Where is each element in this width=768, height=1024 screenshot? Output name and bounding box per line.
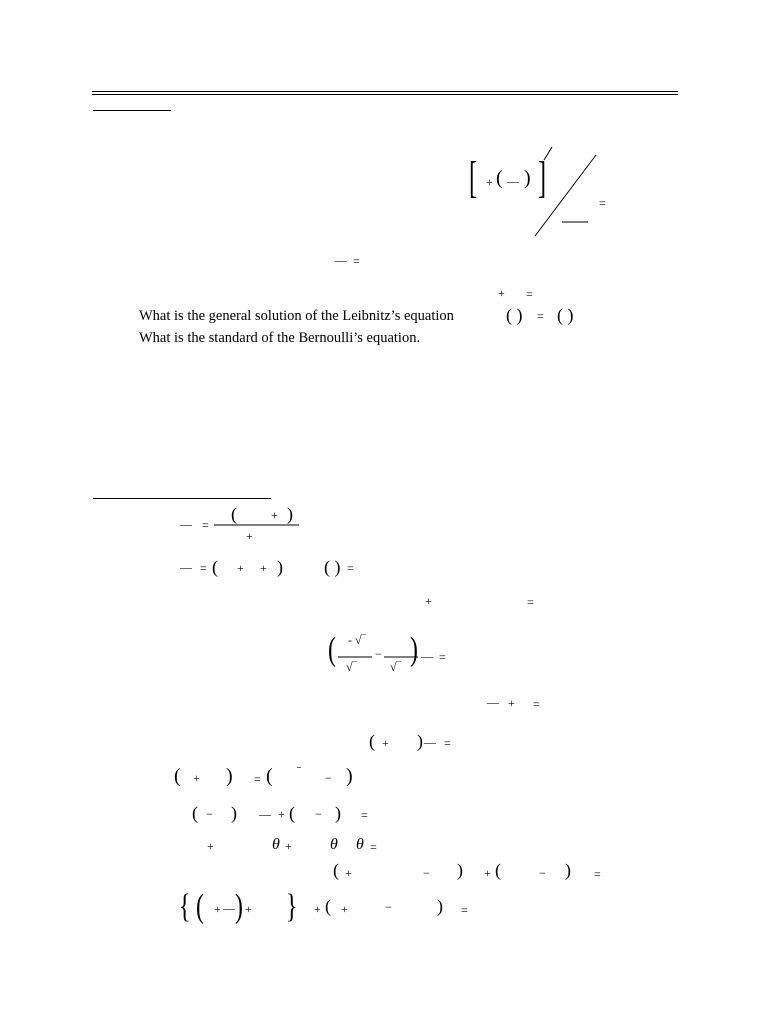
fraction-dash: — xyxy=(259,807,271,821)
fraction-dash: — xyxy=(180,560,192,574)
right-large-paren: ) xyxy=(235,888,243,925)
equals-sign: = xyxy=(461,903,468,917)
equals-sign: = xyxy=(370,840,377,854)
theta-symbol: θ xyxy=(272,836,280,853)
minus-sign: − xyxy=(539,866,546,880)
plus-sign: + xyxy=(498,286,505,300)
minus-sign: − xyxy=(325,771,332,785)
equals-sign: = xyxy=(202,518,209,532)
left-paren: ( xyxy=(174,765,181,787)
paren-pair: ( ) xyxy=(324,557,341,577)
equals-sign: = xyxy=(526,287,533,301)
left-paren: ( xyxy=(289,803,295,823)
plus-sign: + xyxy=(345,866,352,880)
equals-sign: = xyxy=(353,254,360,268)
plus-sign: + xyxy=(260,561,267,575)
left-paren: ( xyxy=(496,167,503,189)
right-bracket: ] xyxy=(538,153,547,202)
minus-sign: − xyxy=(385,900,392,914)
equals-sign: = xyxy=(533,697,540,711)
right-paren: ) xyxy=(287,504,293,524)
equals-sign: = xyxy=(527,595,534,609)
plus-sign: + xyxy=(508,696,515,710)
question-leibnitz: What is the general solution of the Leibnitz’s equation xyxy=(139,308,454,324)
left-paren: ( xyxy=(325,896,331,916)
equals-sign: = xyxy=(254,772,261,786)
right-paren: ) xyxy=(565,860,571,880)
left-paren: ( xyxy=(495,860,501,880)
equals-sign: = xyxy=(200,561,207,575)
plus-sign: + xyxy=(484,866,491,880)
equals-sign: = xyxy=(599,196,606,210)
plus-sign: + xyxy=(246,529,253,543)
right-large-paren: ) xyxy=(410,631,418,668)
right-paren: ) xyxy=(277,557,283,577)
right-paren: ) xyxy=(231,803,237,823)
equals-sign: = xyxy=(361,808,368,822)
right-brace: } xyxy=(286,888,298,925)
minus-sign: − xyxy=(206,807,213,821)
equals-sign: = xyxy=(594,867,601,881)
left-bracket: [ xyxy=(469,153,478,202)
plus-sign: + xyxy=(214,902,221,916)
right-paren: ) xyxy=(457,860,463,880)
fraction-dash: — xyxy=(424,735,436,749)
minus-sqrt: - √‾ xyxy=(348,633,366,647)
plus-sign: + xyxy=(245,902,252,916)
plus-sign: + xyxy=(382,736,389,750)
left-paren: ( xyxy=(212,557,218,577)
plus-sign: + xyxy=(207,839,214,853)
minus-sign: − xyxy=(375,647,382,661)
plus-sign: + xyxy=(285,839,292,853)
left-paren: ( xyxy=(333,860,339,880)
paren-pair: ( ) xyxy=(506,305,523,325)
plus-sign: + xyxy=(193,771,200,785)
right-paren: ) xyxy=(437,896,443,916)
right-paren: ) xyxy=(226,765,233,787)
fraction-dash: — xyxy=(421,649,433,663)
plus-sign: + xyxy=(237,561,244,575)
equals-sign: = xyxy=(347,561,354,575)
fraction-dash: — xyxy=(487,695,499,709)
right-paren: ) xyxy=(335,803,341,823)
plus-sign: + xyxy=(278,807,285,821)
right-paren: ) xyxy=(346,765,353,787)
minus-sign: − xyxy=(423,866,430,880)
left-brace: { xyxy=(179,888,191,925)
right-paren: ) xyxy=(524,167,531,189)
superscript-bar: ˉ xyxy=(297,763,301,777)
equals-sign: = xyxy=(444,736,451,750)
theta-symbol: θ xyxy=(330,836,338,853)
left-paren: ( xyxy=(266,765,273,787)
left-large-paren: ( xyxy=(328,631,336,668)
equals-sign: = xyxy=(537,309,544,323)
plus-sign: + xyxy=(425,594,432,608)
minus-sign: − xyxy=(315,807,322,821)
fraction-dash: — xyxy=(335,253,347,267)
left-paren: ( xyxy=(369,731,375,751)
plus-sign: + xyxy=(271,508,278,522)
sqrt-sign: √‾ xyxy=(390,660,401,674)
sqrt-sign: √‾ xyxy=(346,660,357,674)
right-paren: ) xyxy=(417,731,423,751)
question-bernoulli: What is the standard of the Bernoulli’s equation. xyxy=(139,330,421,346)
left-large-paren: ( xyxy=(196,888,204,925)
paren-pair: ( ) xyxy=(557,305,574,325)
left-paren: ( xyxy=(192,803,198,823)
fraction-dash: — xyxy=(507,174,519,188)
left-paren: ( xyxy=(231,504,237,524)
plus-sign: + xyxy=(314,902,321,916)
plus-sign: + xyxy=(341,902,348,916)
theta-symbol: θ xyxy=(356,836,364,853)
equals-sign: = xyxy=(439,650,446,664)
fraction-dash: — xyxy=(180,517,192,531)
fraction-dash: — xyxy=(223,901,235,915)
plus-sign: + xyxy=(486,175,493,189)
